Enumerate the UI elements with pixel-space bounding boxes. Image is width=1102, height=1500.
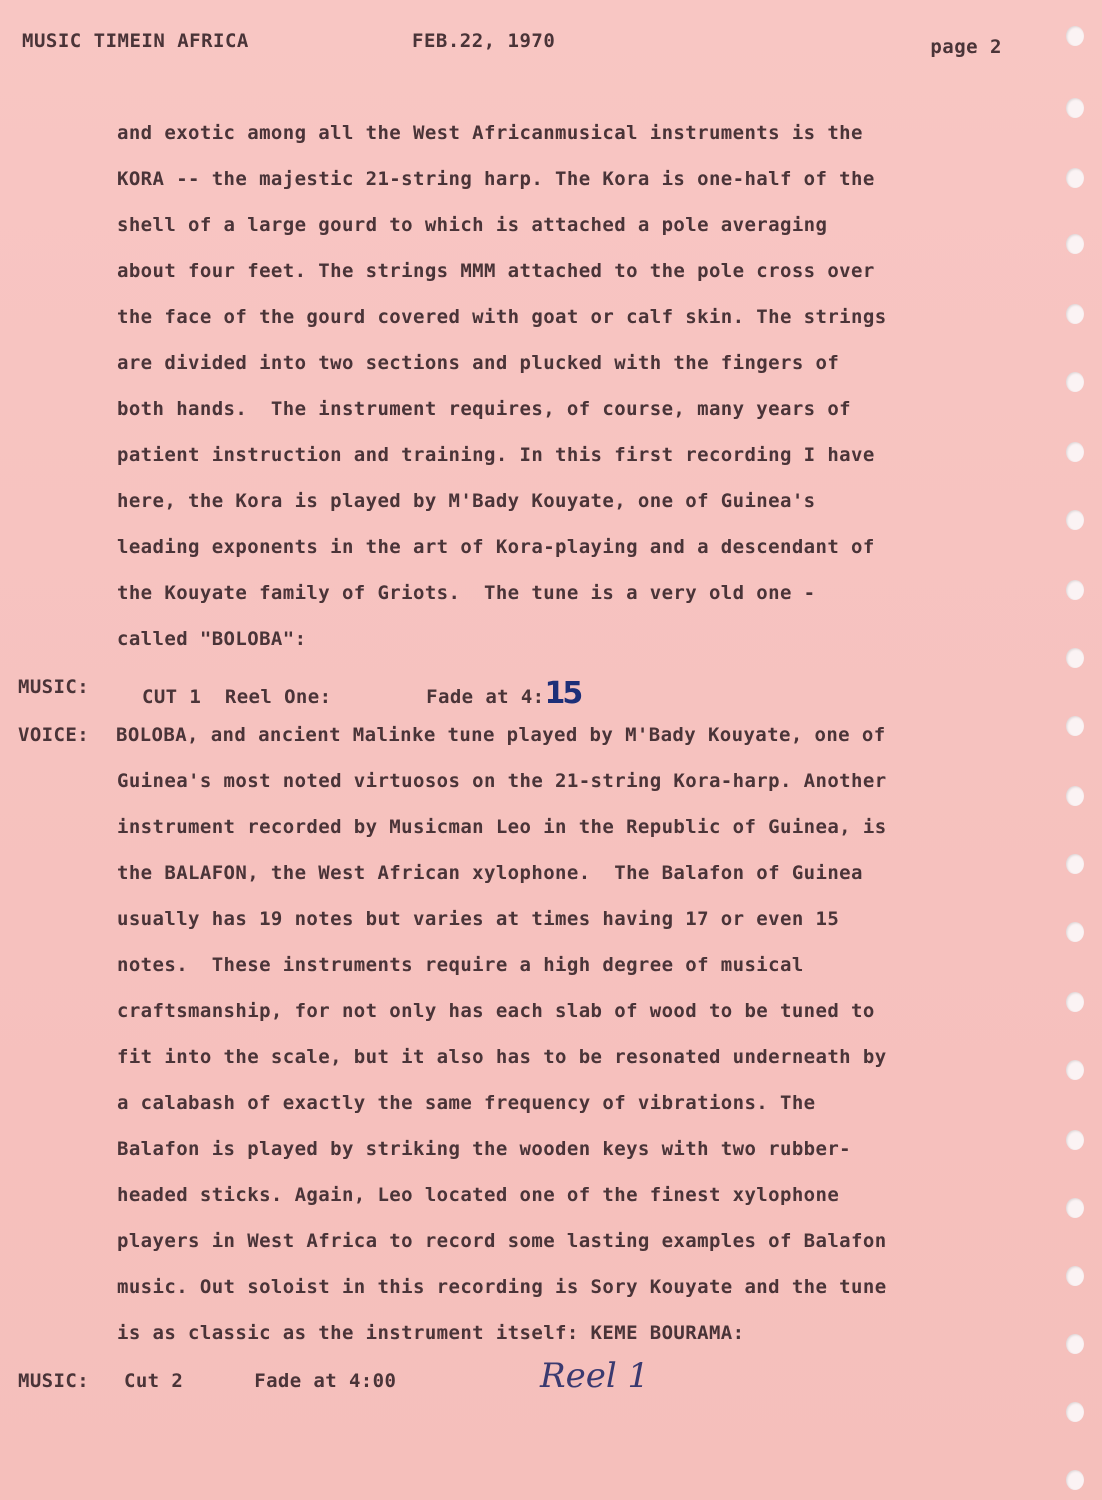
binder-hole <box>1066 1334 1084 1354</box>
program-title: MUSIC TIMEIN AFRICA <box>22 30 249 52</box>
voice-line: headed sticks. Again, Leo located one of the finest xylophone <box>117 1184 840 1206</box>
music-cue-1 <box>142 676 580 711</box>
binder-hole <box>1066 854 1084 874</box>
binder-hole <box>1066 1060 1084 1080</box>
voice-line: music. Out soloist in this recording is Sory Kouyate and the tune <box>117 1276 887 1298</box>
voice-line: a calabash of exactly the same frequency of vibrations. The <box>117 1092 816 1114</box>
voice-line: usually has 19 notes but varies at times having 17 or even 15 <box>117 908 840 930</box>
voice-line: Guinea's most noted virtuosos on the 21-string Kora-harp. Another <box>117 770 887 792</box>
voice-line: Balafon is played by striking the wooden keys with two rubber- <box>117 1138 852 1160</box>
body-line: the Kouyate family of Griots. The tune is a very old one - <box>117 582 816 604</box>
binder-hole <box>1066 580 1084 600</box>
page-header <box>22 30 1002 60</box>
music-cue-label: MUSIC: <box>18 1370 90 1392</box>
voice-first-line: BOLOBA, and ancient Malinke tune played by M'Bady Kouyate, one of <box>116 724 886 746</box>
binder-hole <box>1066 304 1084 324</box>
music-cue-label: MUSIC: <box>18 676 90 698</box>
binder-hole <box>1066 992 1084 1012</box>
binder-hole <box>1066 1266 1084 1286</box>
body-line: shell of a large gourd to which is attached a pole averaging <box>117 214 828 236</box>
voice-line: is as classic as the instrument itself: KEME BOURAMA: <box>117 1322 745 1344</box>
binder-hole <box>1066 98 1084 118</box>
body-line: KORA -- the majestic 21-string harp. The Kora is one-half of the <box>117 168 875 190</box>
binder-hole <box>1066 442 1084 462</box>
body-line: here, the Kora is played by M'Bady Kouyate, one of Guinea's <box>117 490 816 512</box>
binder-hole <box>1066 510 1084 530</box>
handwritten-reel-note: Reel 1 <box>540 1356 650 1396</box>
body-line: and exotic among all the West Africanmusical instruments is the <box>117 122 863 144</box>
body-line: patient instruction and training. In this first recording I have <box>117 444 875 466</box>
music-cue-text: CUT 1 Reel One: Fade at 4: <box>142 686 545 708</box>
body-line: the face of the gourd covered with goat or calf skin. The strings <box>117 306 887 328</box>
binder-hole <box>1066 1130 1084 1150</box>
binder-hole <box>1066 786 1084 806</box>
body-line: are divided into two sections and plucked with the fingers of <box>117 352 840 374</box>
binder-hole <box>1066 648 1084 668</box>
voice-line: notes. These instruments require a high degree of musical <box>117 954 804 976</box>
music-cue-2: Cut 2 Fade at 4:00 <box>124 1370 397 1392</box>
voice-line: players in West Africa to record some lasting examples of Balafon <box>117 1230 887 1252</box>
binder-hole <box>1066 1402 1084 1422</box>
voice-line: craftsmanship, for not only has each slab of wood to be tuned to <box>117 1000 875 1022</box>
broadcast-date: FEB.22, 1970 <box>412 30 556 52</box>
binder-hole <box>1066 716 1084 736</box>
handwritten-fade-time: 15 <box>544 676 581 711</box>
page-number: page 2 <box>930 36 1002 58</box>
body-line: about four feet. The strings MMM attached to the pole cross over <box>117 260 875 282</box>
body-line: called "BOLOBA": <box>117 628 307 650</box>
binder-hole <box>1066 372 1084 392</box>
binder-hole <box>1066 922 1084 942</box>
binder-hole <box>1066 168 1084 188</box>
voice-label: VOICE: <box>18 724 90 746</box>
voice-line: the BALAFON, the West African xylophone. The Balafon of Guinea <box>117 862 863 884</box>
binder-hole <box>1066 1198 1084 1218</box>
binder-hole <box>1066 26 1084 46</box>
binder-holes <box>1066 26 1088 1496</box>
binder-hole <box>1066 234 1084 254</box>
body-line: both hands. The instrument requires, of course, many years of <box>117 398 852 420</box>
voice-line: instrument recorded by Musicman Leo in the Republic of Guinea, is <box>117 816 887 838</box>
binder-hole <box>1066 1470 1084 1490</box>
voice-line: fit into the scale, but it also has to be resonated underneath by <box>117 1046 887 1068</box>
body-line: leading exponents in the art of Kora-playing and a descendant of <box>117 536 875 558</box>
